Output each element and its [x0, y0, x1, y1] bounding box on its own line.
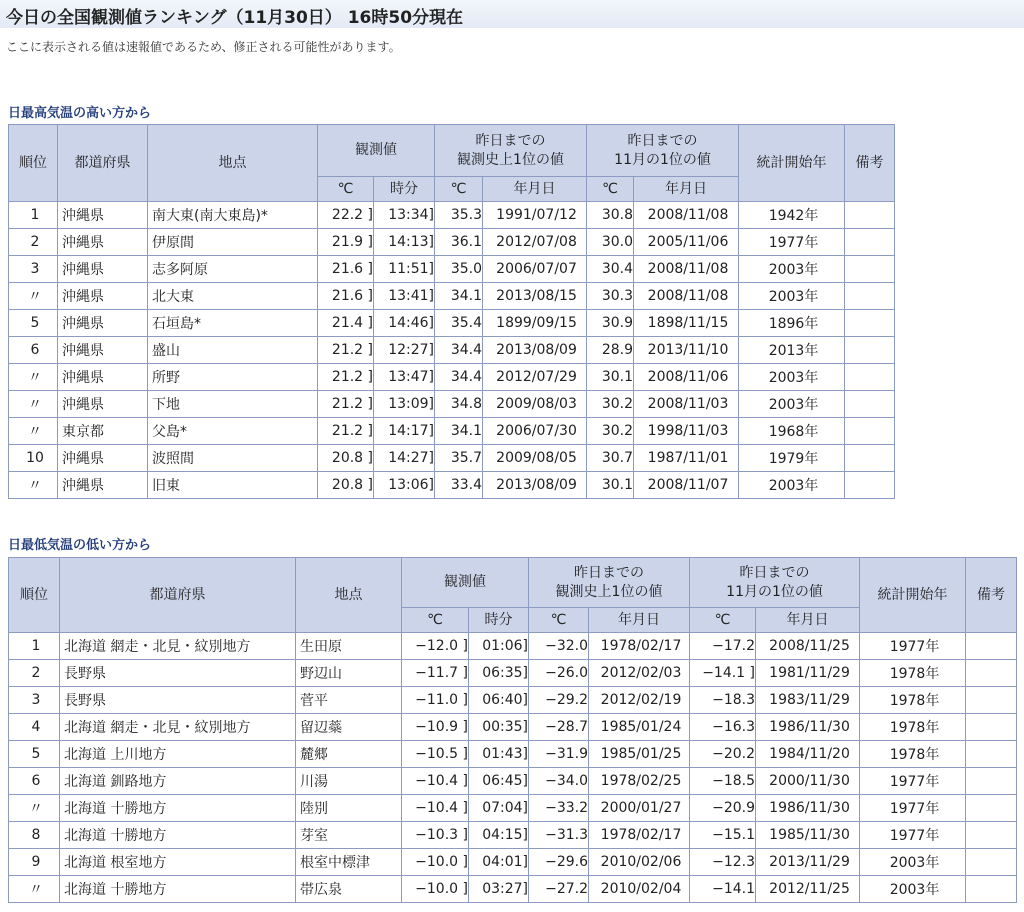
start-year-cell: 1977年: [860, 633, 966, 660]
record-date-cell: 2009/08/03: [483, 391, 587, 418]
start-year-cell: 1978年: [860, 714, 966, 741]
table-row: [9, 418, 895, 445]
rank-cell: 〃: [9, 472, 58, 499]
table-row: [9, 445, 895, 472]
observed-time-cell: 13:06]: [374, 472, 435, 499]
month-record-date-cell: 2013/11/10: [634, 337, 739, 364]
rank-cell: 2: [9, 660, 60, 687]
observed-time-cell: 06:35]: [469, 660, 529, 687]
table-row: [9, 687, 1017, 714]
col-month-line1: 昨日までの: [739, 564, 810, 581]
month-record-temp-cell: 30.9: [587, 310, 634, 337]
page-title: 今日の全国観測値ランキング（11月30日） 16時50分現在: [6, 8, 464, 28]
rank-cell: 1: [9, 202, 58, 229]
observed-time-cell: 14:13]: [374, 229, 435, 256]
record-date-cell: 2010/02/06: [589, 849, 690, 876]
record-temp-cell: 35.7: [435, 445, 483, 472]
record-temp-cell: −29.6: [529, 849, 589, 876]
col-rank: 順位: [9, 558, 60, 633]
month-record-temp-cell: −18.5: [690, 768, 756, 795]
sub-col-temp: ℃: [402, 608, 469, 633]
start-year-cell: 1977年: [860, 768, 966, 795]
record-temp-cell: −34.0: [529, 768, 589, 795]
observed-temp-cell: −10.4 ]: [402, 768, 469, 795]
observed-time-cell: 06:40]: [469, 687, 529, 714]
prefecture-cell: 北海道 網走・北見・紋別地方: [60, 633, 296, 660]
col-prefecture: 都道府県: [60, 558, 296, 633]
observed-temp-cell: −12.0 ]: [402, 633, 469, 660]
rank-cell: 6: [9, 768, 60, 795]
sub-col-temp: ℃: [318, 177, 374, 202]
observed-time-cell: 11:51]: [374, 256, 435, 283]
point-cell: 石垣島*: [148, 310, 318, 337]
col-record-line1: 昨日までの: [475, 132, 546, 149]
col-month-line2: 11月の1位の値: [726, 583, 823, 600]
prefecture-cell: 沖縄県: [58, 283, 148, 310]
record-temp-cell: 35.3: [435, 202, 483, 229]
record-date-cell: 1978/02/25: [589, 768, 690, 795]
record-temp-cell: 33.4: [435, 472, 483, 499]
observed-time-cell: 12:27]: [374, 337, 435, 364]
start-year-cell: 2003年: [739, 256, 845, 283]
record-date-cell: 2012/07/29: [483, 364, 587, 391]
observed-time-cell: 13:09]: [374, 391, 435, 418]
record-temp-cell: 35.4: [435, 310, 483, 337]
point-cell: 伊原間: [148, 229, 318, 256]
point-cell: 下地: [148, 391, 318, 418]
observed-temp-cell: −10.5 ]: [402, 741, 469, 768]
note-cell: [966, 768, 1017, 795]
month-record-date-cell: 2012/11/25: [756, 876, 860, 903]
table-row: [9, 391, 895, 418]
point-cell: 麓郷: [296, 741, 402, 768]
table-row: [9, 849, 1017, 876]
sub-col-month-temp: ℃: [587, 177, 634, 202]
low-temp-table: [8, 557, 1017, 903]
month-record-temp-cell: 28.9: [587, 337, 634, 364]
month-record-date-cell: 1985/11/30: [756, 822, 860, 849]
observed-temp-cell: −11.0 ]: [402, 687, 469, 714]
observed-temp-cell: 20.8 ]: [318, 472, 374, 499]
record-date-cell: 1985/01/25: [589, 741, 690, 768]
sub-col-record-date: 年月日: [483, 177, 587, 202]
month-record-temp-cell: 30.0: [587, 229, 634, 256]
col-prefecture: 都道府県: [58, 125, 148, 202]
start-year-cell: 1942年: [739, 202, 845, 229]
record-date-cell: 2009/08/05: [483, 445, 587, 472]
section-title-high: 日最高気温の高い方から: [8, 106, 152, 121]
note-cell: [966, 660, 1017, 687]
point-cell: 根室中標津: [296, 849, 402, 876]
col-month-record: [587, 125, 739, 177]
record-date-cell: 1978/02/17: [589, 822, 690, 849]
month-record-date-cell: 1986/11/30: [756, 714, 860, 741]
note-cell: [845, 472, 895, 499]
observed-temp-cell: 22.2 ]: [318, 202, 374, 229]
prefecture-cell: 沖縄県: [58, 310, 148, 337]
record-date-cell: 1991/07/12: [483, 202, 587, 229]
observed-temp-cell: 21.2 ]: [318, 418, 374, 445]
table-row: [9, 795, 1017, 822]
observed-temp-cell: −10.4 ]: [402, 795, 469, 822]
start-year-cell: 1978年: [860, 741, 966, 768]
record-date-cell: 1978/02/17: [589, 633, 690, 660]
month-record-temp-cell: 30.2: [587, 418, 634, 445]
high-temp-table: [8, 124, 895, 499]
point-cell: 志多阿原: [148, 256, 318, 283]
note-cell: [966, 876, 1017, 903]
note-cell: [845, 310, 895, 337]
table-row: [9, 741, 1017, 768]
month-record-temp-cell: −16.3: [690, 714, 756, 741]
month-record-temp-cell: 30.4: [587, 256, 634, 283]
start-year-cell: 2003年: [860, 876, 966, 903]
table-row: [9, 256, 895, 283]
observed-time-cell: 06:45]: [469, 768, 529, 795]
start-year-cell: 1968年: [739, 418, 845, 445]
col-point: 地点: [148, 125, 318, 202]
record-date-cell: 2013/08/09: [483, 337, 587, 364]
col-record: [529, 558, 690, 608]
table-row: [9, 876, 1017, 903]
table-row: [9, 337, 895, 364]
observed-temp-cell: 21.6 ]: [318, 283, 374, 310]
record-temp-cell: 35.0: [435, 256, 483, 283]
prefecture-cell: 沖縄県: [58, 472, 148, 499]
table-row: [9, 822, 1017, 849]
start-year-cell: 1978年: [860, 687, 966, 714]
point-cell: 盛山: [148, 337, 318, 364]
prefecture-cell: 沖縄県: [58, 256, 148, 283]
month-record-temp-cell: −18.3: [690, 687, 756, 714]
month-record-temp-cell: 30.2: [587, 391, 634, 418]
record-temp-cell: −26.0: [529, 660, 589, 687]
record-temp-cell: 34.8: [435, 391, 483, 418]
rank-cell: 〃: [9, 418, 58, 445]
col-record-line1: 昨日までの: [574, 564, 644, 581]
point-cell: 川湯: [296, 768, 402, 795]
col-month-line2: 11月の1位の値: [614, 151, 711, 168]
rank-cell: 10: [9, 445, 58, 472]
observed-temp-cell: 21.9 ]: [318, 229, 374, 256]
month-record-temp-cell: −20.9: [690, 795, 756, 822]
observed-temp-cell: 21.2 ]: [318, 337, 374, 364]
point-cell: 所野: [148, 364, 318, 391]
observed-time-cell: 04:01]: [469, 849, 529, 876]
start-year-cell: 2003年: [739, 364, 845, 391]
rank-cell: 1: [9, 633, 60, 660]
rank-cell: 8: [9, 822, 60, 849]
col-note: 備考: [845, 125, 895, 202]
sub-col-month-temp: ℃: [690, 608, 756, 633]
rank-cell: 〃: [9, 283, 58, 310]
observed-time-cell: 04:15]: [469, 822, 529, 849]
month-record-date-cell: 2008/11/03: [634, 391, 739, 418]
rank-cell: 〃: [9, 876, 60, 903]
prefecture-cell: 北海道 十勝地方: [60, 876, 296, 903]
notice-text: ここに表示される値は速報値であるため、修正される可能性があります。: [6, 40, 401, 54]
record-date-cell: 2012/02/03: [589, 660, 690, 687]
col-observed: 観測値: [402, 558, 529, 608]
record-temp-cell: −29.2: [529, 687, 589, 714]
month-record-date-cell: 2008/11/08: [634, 283, 739, 310]
point-cell: 留辺蘂: [296, 714, 402, 741]
point-cell: 帯広泉: [296, 876, 402, 903]
table-row: [9, 472, 895, 499]
month-record-date-cell: 2013/11/29: [756, 849, 860, 876]
col-record: [435, 125, 587, 177]
point-cell: 旧東: [148, 472, 318, 499]
start-year-cell: 1977年: [860, 795, 966, 822]
table-row: [9, 768, 1017, 795]
prefecture-cell: 長野県: [60, 687, 296, 714]
rank-cell: 2: [9, 229, 58, 256]
observed-time-cell: 14:46]: [374, 310, 435, 337]
note-cell: [845, 391, 895, 418]
month-record-temp-cell: −20.2: [690, 741, 756, 768]
note-cell: [966, 633, 1017, 660]
prefecture-cell: 沖縄県: [58, 337, 148, 364]
observed-temp-cell: 21.6 ]: [318, 256, 374, 283]
note-cell: [966, 687, 1017, 714]
month-record-temp-cell: 30.1: [587, 364, 634, 391]
record-temp-cell: −33.2: [529, 795, 589, 822]
rank-cell: 5: [9, 310, 58, 337]
note-cell: [966, 849, 1017, 876]
record-temp-cell: −31.3: [529, 822, 589, 849]
sub-col-record-temp: ℃: [529, 608, 589, 633]
col-note: 備考: [966, 558, 1017, 633]
col-start-year: 統計開始年: [860, 558, 966, 633]
prefecture-cell: 長野県: [60, 660, 296, 687]
sub-col-month-date: 年月日: [634, 177, 739, 202]
start-year-cell: 1977年: [860, 822, 966, 849]
prefecture-cell: 沖縄県: [58, 202, 148, 229]
record-temp-cell: −27.2: [529, 876, 589, 903]
observed-temp-cell: −10.0 ]: [402, 876, 469, 903]
record-temp-cell: 36.1: [435, 229, 483, 256]
start-year-cell: 1978年: [860, 660, 966, 687]
record-date-cell: 2012/02/19: [589, 687, 690, 714]
point-cell: 芽室: [296, 822, 402, 849]
col-month-line1: 昨日までの: [627, 132, 698, 149]
record-temp-cell: 34.1: [435, 283, 483, 310]
observed-time-cell: 13:34]: [374, 202, 435, 229]
start-year-cell: 2003年: [739, 283, 845, 310]
month-record-date-cell: 2005/11/06: [634, 229, 739, 256]
month-record-date-cell: 2000/11/30: [756, 768, 860, 795]
col-start-year: 統計開始年: [739, 125, 845, 202]
month-record-temp-cell: 30.3: [587, 283, 634, 310]
observed-time-cell: 14:17]: [374, 418, 435, 445]
month-record-date-cell: 1984/11/20: [756, 741, 860, 768]
rank-cell: 9: [9, 849, 60, 876]
record-date-cell: 2006/07/30: [483, 418, 587, 445]
point-cell: 野辺山: [296, 660, 402, 687]
month-record-date-cell: 1898/11/15: [634, 310, 739, 337]
month-record-temp-cell: −14.1 ]: [690, 660, 756, 687]
note-cell: [966, 714, 1017, 741]
rank-cell: 〃: [9, 391, 58, 418]
observed-time-cell: 03:27]: [469, 876, 529, 903]
start-year-cell: 1977年: [739, 229, 845, 256]
note-cell: [845, 364, 895, 391]
prefecture-cell: 北海道 十勝地方: [60, 795, 296, 822]
note-cell: [845, 229, 895, 256]
prefecture-cell: 北海道 釧路地方: [60, 768, 296, 795]
start-year-cell: 2003年: [739, 472, 845, 499]
rank-cell: 6: [9, 337, 58, 364]
rank-cell: 〃: [9, 364, 58, 391]
observed-temp-cell: −10.0 ]: [402, 849, 469, 876]
observed-temp-cell: 21.2 ]: [318, 391, 374, 418]
observed-time-cell: 01:06]: [469, 633, 529, 660]
month-record-temp-cell: −15.1: [690, 822, 756, 849]
table-row: [9, 283, 895, 310]
note-cell: [966, 741, 1017, 768]
point-cell: 陸別: [296, 795, 402, 822]
observed-time-cell: 13:41]: [374, 283, 435, 310]
start-year-cell: 1979年: [739, 445, 845, 472]
rank-cell: 3: [9, 687, 60, 714]
col-point: 地点: [296, 558, 402, 633]
month-record-temp-cell: −14.1: [690, 876, 756, 903]
section-title-low: 日最低気温の低い方から: [8, 538, 152, 553]
prefecture-cell: 北海道 十勝地方: [60, 822, 296, 849]
observed-temp-cell: 20.8 ]: [318, 445, 374, 472]
month-record-date-cell: 2008/11/25: [756, 633, 860, 660]
month-record-date-cell: 1987/11/01: [634, 445, 739, 472]
sub-col-time: 時分: [469, 608, 529, 633]
start-year-cell: 1896年: [739, 310, 845, 337]
observed-time-cell: 00:35]: [469, 714, 529, 741]
record-date-cell: 2012/07/08: [483, 229, 587, 256]
col-record-line2: 観測史上1位の値: [555, 583, 663, 600]
point-cell: 南大東(南大東島)*: [148, 202, 318, 229]
record-date-cell: 2013/08/09: [483, 472, 587, 499]
month-record-temp-cell: 30.1: [587, 472, 634, 499]
observed-temp-cell: −10.3 ]: [402, 822, 469, 849]
record-temp-cell: −32.0: [529, 633, 589, 660]
point-cell: 北大東: [148, 283, 318, 310]
point-cell: 菅平: [296, 687, 402, 714]
record-date-cell: 2010/02/04: [589, 876, 690, 903]
month-record-date-cell: 2008/11/07: [634, 472, 739, 499]
month-record-date-cell: 1998/11/03: [634, 418, 739, 445]
col-record-line2: 観測史上1位の値: [457, 151, 564, 168]
note-cell: [845, 337, 895, 364]
start-year-cell: 2013年: [739, 337, 845, 364]
prefecture-cell: 北海道 網走・北見・紋別地方: [60, 714, 296, 741]
table-row: [9, 660, 1017, 687]
rank-cell: 5: [9, 741, 60, 768]
title-bar: [0, 0, 1024, 28]
prefecture-cell: 沖縄県: [58, 391, 148, 418]
table-row: [9, 633, 1017, 660]
observed-time-cell: 01:43]: [469, 741, 529, 768]
sub-col-record-date: 年月日: [589, 608, 690, 633]
month-record-temp-cell: 30.8: [587, 202, 634, 229]
month-record-temp-cell: 30.7: [587, 445, 634, 472]
prefecture-cell: 北海道 根室地方: [60, 849, 296, 876]
month-record-date-cell: 2008/11/06: [634, 364, 739, 391]
table-row: [9, 202, 895, 229]
observed-temp-cell: −11.7 ]: [402, 660, 469, 687]
note-cell: [845, 418, 895, 445]
record-temp-cell: −31.9: [529, 741, 589, 768]
record-date-cell: 2013/08/15: [483, 283, 587, 310]
note-cell: [966, 822, 1017, 849]
observed-temp-cell: 21.4 ]: [318, 310, 374, 337]
start-year-cell: 2003年: [739, 391, 845, 418]
record-temp-cell: −28.7: [529, 714, 589, 741]
col-rank: 順位: [9, 125, 58, 202]
prefecture-cell: 北海道 上川地方: [60, 741, 296, 768]
month-record-date-cell: 2008/11/08: [634, 202, 739, 229]
observed-temp-cell: −10.9 ]: [402, 714, 469, 741]
observed-time-cell: 13:47]: [374, 364, 435, 391]
record-temp-cell: 34.4: [435, 337, 483, 364]
month-record-date-cell: 2008/11/08: [634, 256, 739, 283]
note-cell: [845, 256, 895, 283]
start-year-cell: 2003年: [860, 849, 966, 876]
prefecture-cell: 沖縄県: [58, 364, 148, 391]
table-row: [9, 714, 1017, 741]
record-temp-cell: 34.4: [435, 364, 483, 391]
month-record-date-cell: 1981/11/29: [756, 660, 860, 687]
record-temp-cell: 34.1: [435, 418, 483, 445]
note-cell: [966, 795, 1017, 822]
point-cell: 生田原: [296, 633, 402, 660]
sub-col-time: 時分: [374, 177, 435, 202]
note-cell: [845, 283, 895, 310]
observed-time-cell: 07:04]: [469, 795, 529, 822]
record-date-cell: 2000/01/27: [589, 795, 690, 822]
col-observed: 観測値: [318, 125, 435, 177]
observed-temp-cell: 21.2 ]: [318, 364, 374, 391]
table-row: [9, 229, 895, 256]
record-date-cell: 1985/01/24: [589, 714, 690, 741]
observed-time-cell: 14:27]: [374, 445, 435, 472]
table-row: [9, 310, 895, 337]
prefecture-cell: 沖縄県: [58, 445, 148, 472]
prefecture-cell: 東京都: [58, 418, 148, 445]
note-cell: [845, 202, 895, 229]
record-date-cell: 1899/09/15: [483, 310, 587, 337]
record-date-cell: 2006/07/07: [483, 256, 587, 283]
prefecture-cell: 沖縄県: [58, 229, 148, 256]
month-record-date-cell: 1983/11/29: [756, 687, 860, 714]
point-cell: 波照間: [148, 445, 318, 472]
sub-col-month-date: 年月日: [756, 608, 860, 633]
col-month-record: [690, 558, 860, 608]
table-row: [9, 364, 895, 391]
note-cell: [845, 445, 895, 472]
rank-cell: 3: [9, 256, 58, 283]
rank-cell: 〃: [9, 795, 60, 822]
point-cell: 父島*: [148, 418, 318, 445]
month-record-temp-cell: −17.2: [690, 633, 756, 660]
month-record-date-cell: 1986/11/30: [756, 795, 860, 822]
rank-cell: 4: [9, 714, 60, 741]
month-record-temp-cell: −12.3: [690, 849, 756, 876]
sub-col-record-temp: ℃: [435, 177, 483, 202]
